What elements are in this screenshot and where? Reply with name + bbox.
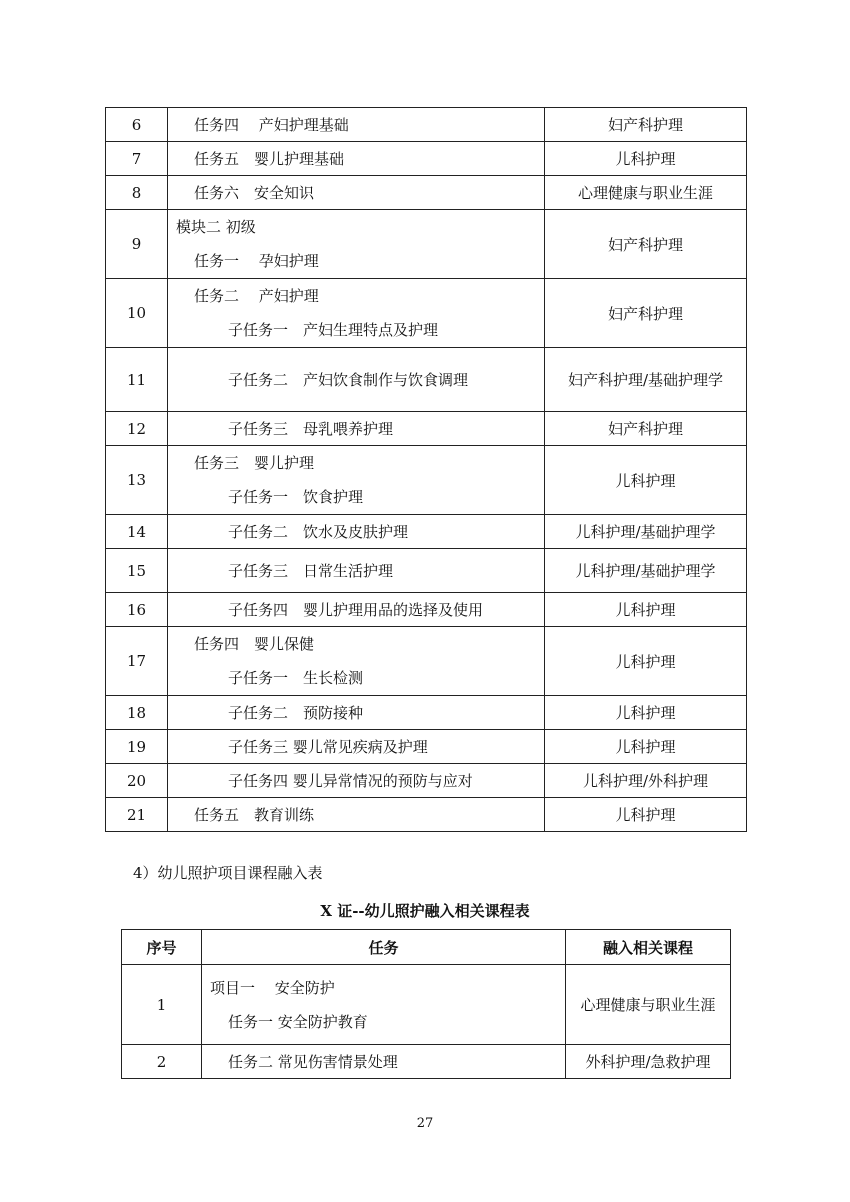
row-number: 12: [106, 412, 168, 446]
table-header-row: [122, 930, 731, 965]
task-cell: [168, 279, 545, 348]
row-number: 13: [106, 446, 168, 515]
task-line: 子任务四 婴儿护理用品的选择及使用: [228, 600, 484, 619]
task-line: 子任务二 饮水及皮肤护理: [228, 522, 409, 541]
task-line: 任务四 婴儿保健: [194, 635, 315, 653]
task-cell: [168, 798, 545, 832]
row-number: 1: [122, 965, 202, 1045]
course-cell: 外科护理/急救护理: [566, 1045, 731, 1079]
table-row: [106, 279, 747, 348]
task-cell: [168, 348, 545, 412]
row-number: 17: [106, 627, 168, 696]
x-certificate-course-table: [121, 929, 731, 1079]
row-number: 15: [106, 549, 168, 593]
task-line: 模块二 初级: [176, 218, 256, 236]
table-row: [106, 348, 747, 412]
table-row: [106, 593, 747, 627]
row-number: 18: [106, 696, 168, 730]
task-cell: [168, 142, 545, 176]
row-number: 7: [106, 142, 168, 176]
course-cell: 儿科护理/外科护理: [545, 764, 747, 798]
course-cell: 儿科护理: [545, 730, 747, 764]
course-cell: 心理健康与职业生涯: [545, 176, 747, 210]
course-cell: 儿科护理: [545, 798, 747, 832]
course-cell: 妇产科护理/基础护理学: [545, 348, 747, 412]
course-cell: 儿科护理/基础护理学: [545, 515, 747, 549]
task-cell: [168, 627, 545, 696]
table-row: [106, 798, 747, 832]
course-cell: 儿科护理: [545, 446, 747, 515]
table-row: [106, 627, 747, 696]
table-row: [106, 142, 747, 176]
task-cell: [168, 446, 545, 515]
task-line: 子任务二 产妇饮食制作与饮食调理: [228, 370, 469, 389]
task-line: 任务五 教育训练: [194, 805, 315, 824]
curriculum-table-continued: [105, 107, 747, 832]
header-course: 融入相关课程: [566, 930, 731, 965]
row-number: 11: [106, 348, 168, 412]
section-caption: 4）幼儿照护项目课程融入表: [133, 864, 323, 882]
table-row: [106, 210, 747, 279]
task-line: 任务一 孕妇护理: [194, 252, 319, 270]
task-cell: [168, 764, 545, 798]
table-row: [106, 108, 747, 142]
task-line: 子任务一 饮食护理: [228, 488, 364, 506]
row-number: 9: [106, 210, 168, 279]
course-cell: 儿科护理/基础护理学: [545, 549, 747, 593]
course-cell: 儿科护理: [545, 627, 747, 696]
task-line: 项目一 安全防护: [210, 978, 335, 997]
task-cell: [168, 108, 545, 142]
table-row: [122, 965, 731, 1045]
course-cell: 儿科护理: [545, 142, 747, 176]
course-cell: 儿科护理: [545, 593, 747, 627]
task-line: 任务五 婴儿护理基础: [194, 149, 345, 168]
task-cell: [168, 412, 545, 446]
task-cell: [168, 176, 545, 210]
header-number: 序号: [122, 930, 202, 965]
task-line: 子任务一 生长检测: [228, 669, 364, 687]
task-cell: [168, 549, 545, 593]
course-cell: 妇产科护理: [545, 210, 747, 279]
row-number: 19: [106, 730, 168, 764]
task-cell: [202, 1045, 566, 1079]
task-line: 子任务二 预防接种: [228, 703, 364, 722]
table-row: [106, 730, 747, 764]
task-line: 子任务三 母乳喂养护理: [228, 419, 394, 438]
table-row: [106, 515, 747, 549]
row-number: 2: [122, 1045, 202, 1079]
table-row: [106, 176, 747, 210]
table-row: [106, 446, 747, 515]
task-line: 子任务三 日常生活护理: [228, 561, 394, 580]
course-cell: 妇产科护理: [545, 412, 747, 446]
table-row: [122, 1045, 731, 1079]
row-number: 16: [106, 593, 168, 627]
row-number: 21: [106, 798, 168, 832]
table-row: [106, 549, 747, 593]
task-line: 子任务四 婴儿异常情况的预防与应对: [228, 771, 473, 790]
course-cell: 妇产科护理: [545, 279, 747, 348]
table-row: [106, 412, 747, 446]
task-line: 子任务一 产妇生理特点及护理: [228, 321, 439, 339]
task-cell: [168, 593, 545, 627]
task-line: 任务六 安全知识: [194, 183, 315, 202]
course-cell: 心理健康与职业生涯: [566, 965, 731, 1045]
task-line: 任务一 安全防护教育: [228, 1012, 368, 1031]
row-number: 20: [106, 764, 168, 798]
course-cell: 儿科护理: [545, 696, 747, 730]
page-number: 27: [416, 1116, 434, 1131]
task-line: 子任务三 婴儿常见疾病及护理: [228, 737, 428, 756]
task-line: 任务三 婴儿护理: [194, 454, 315, 472]
task-cell: [168, 696, 545, 730]
row-number: 14: [106, 515, 168, 549]
task-cell: [168, 210, 545, 279]
row-number: 6: [106, 108, 168, 142]
task-cell: [202, 965, 566, 1045]
task-line: 任务二 常见伤害情景处理: [228, 1052, 398, 1071]
table-title: X 证--幼儿照护融入相关课程表: [320, 902, 530, 920]
task-cell: [168, 730, 545, 764]
header-task: 任务: [202, 930, 566, 965]
table-row: [106, 696, 747, 730]
task-line: 任务二 产妇护理: [194, 287, 319, 305]
row-number: 10: [106, 279, 168, 348]
course-cell: 妇产科护理: [545, 108, 747, 142]
row-number: 8: [106, 176, 168, 210]
task-cell: [168, 515, 545, 549]
task-line: 任务四 产妇护理基础: [194, 115, 349, 134]
table-row: [106, 764, 747, 798]
